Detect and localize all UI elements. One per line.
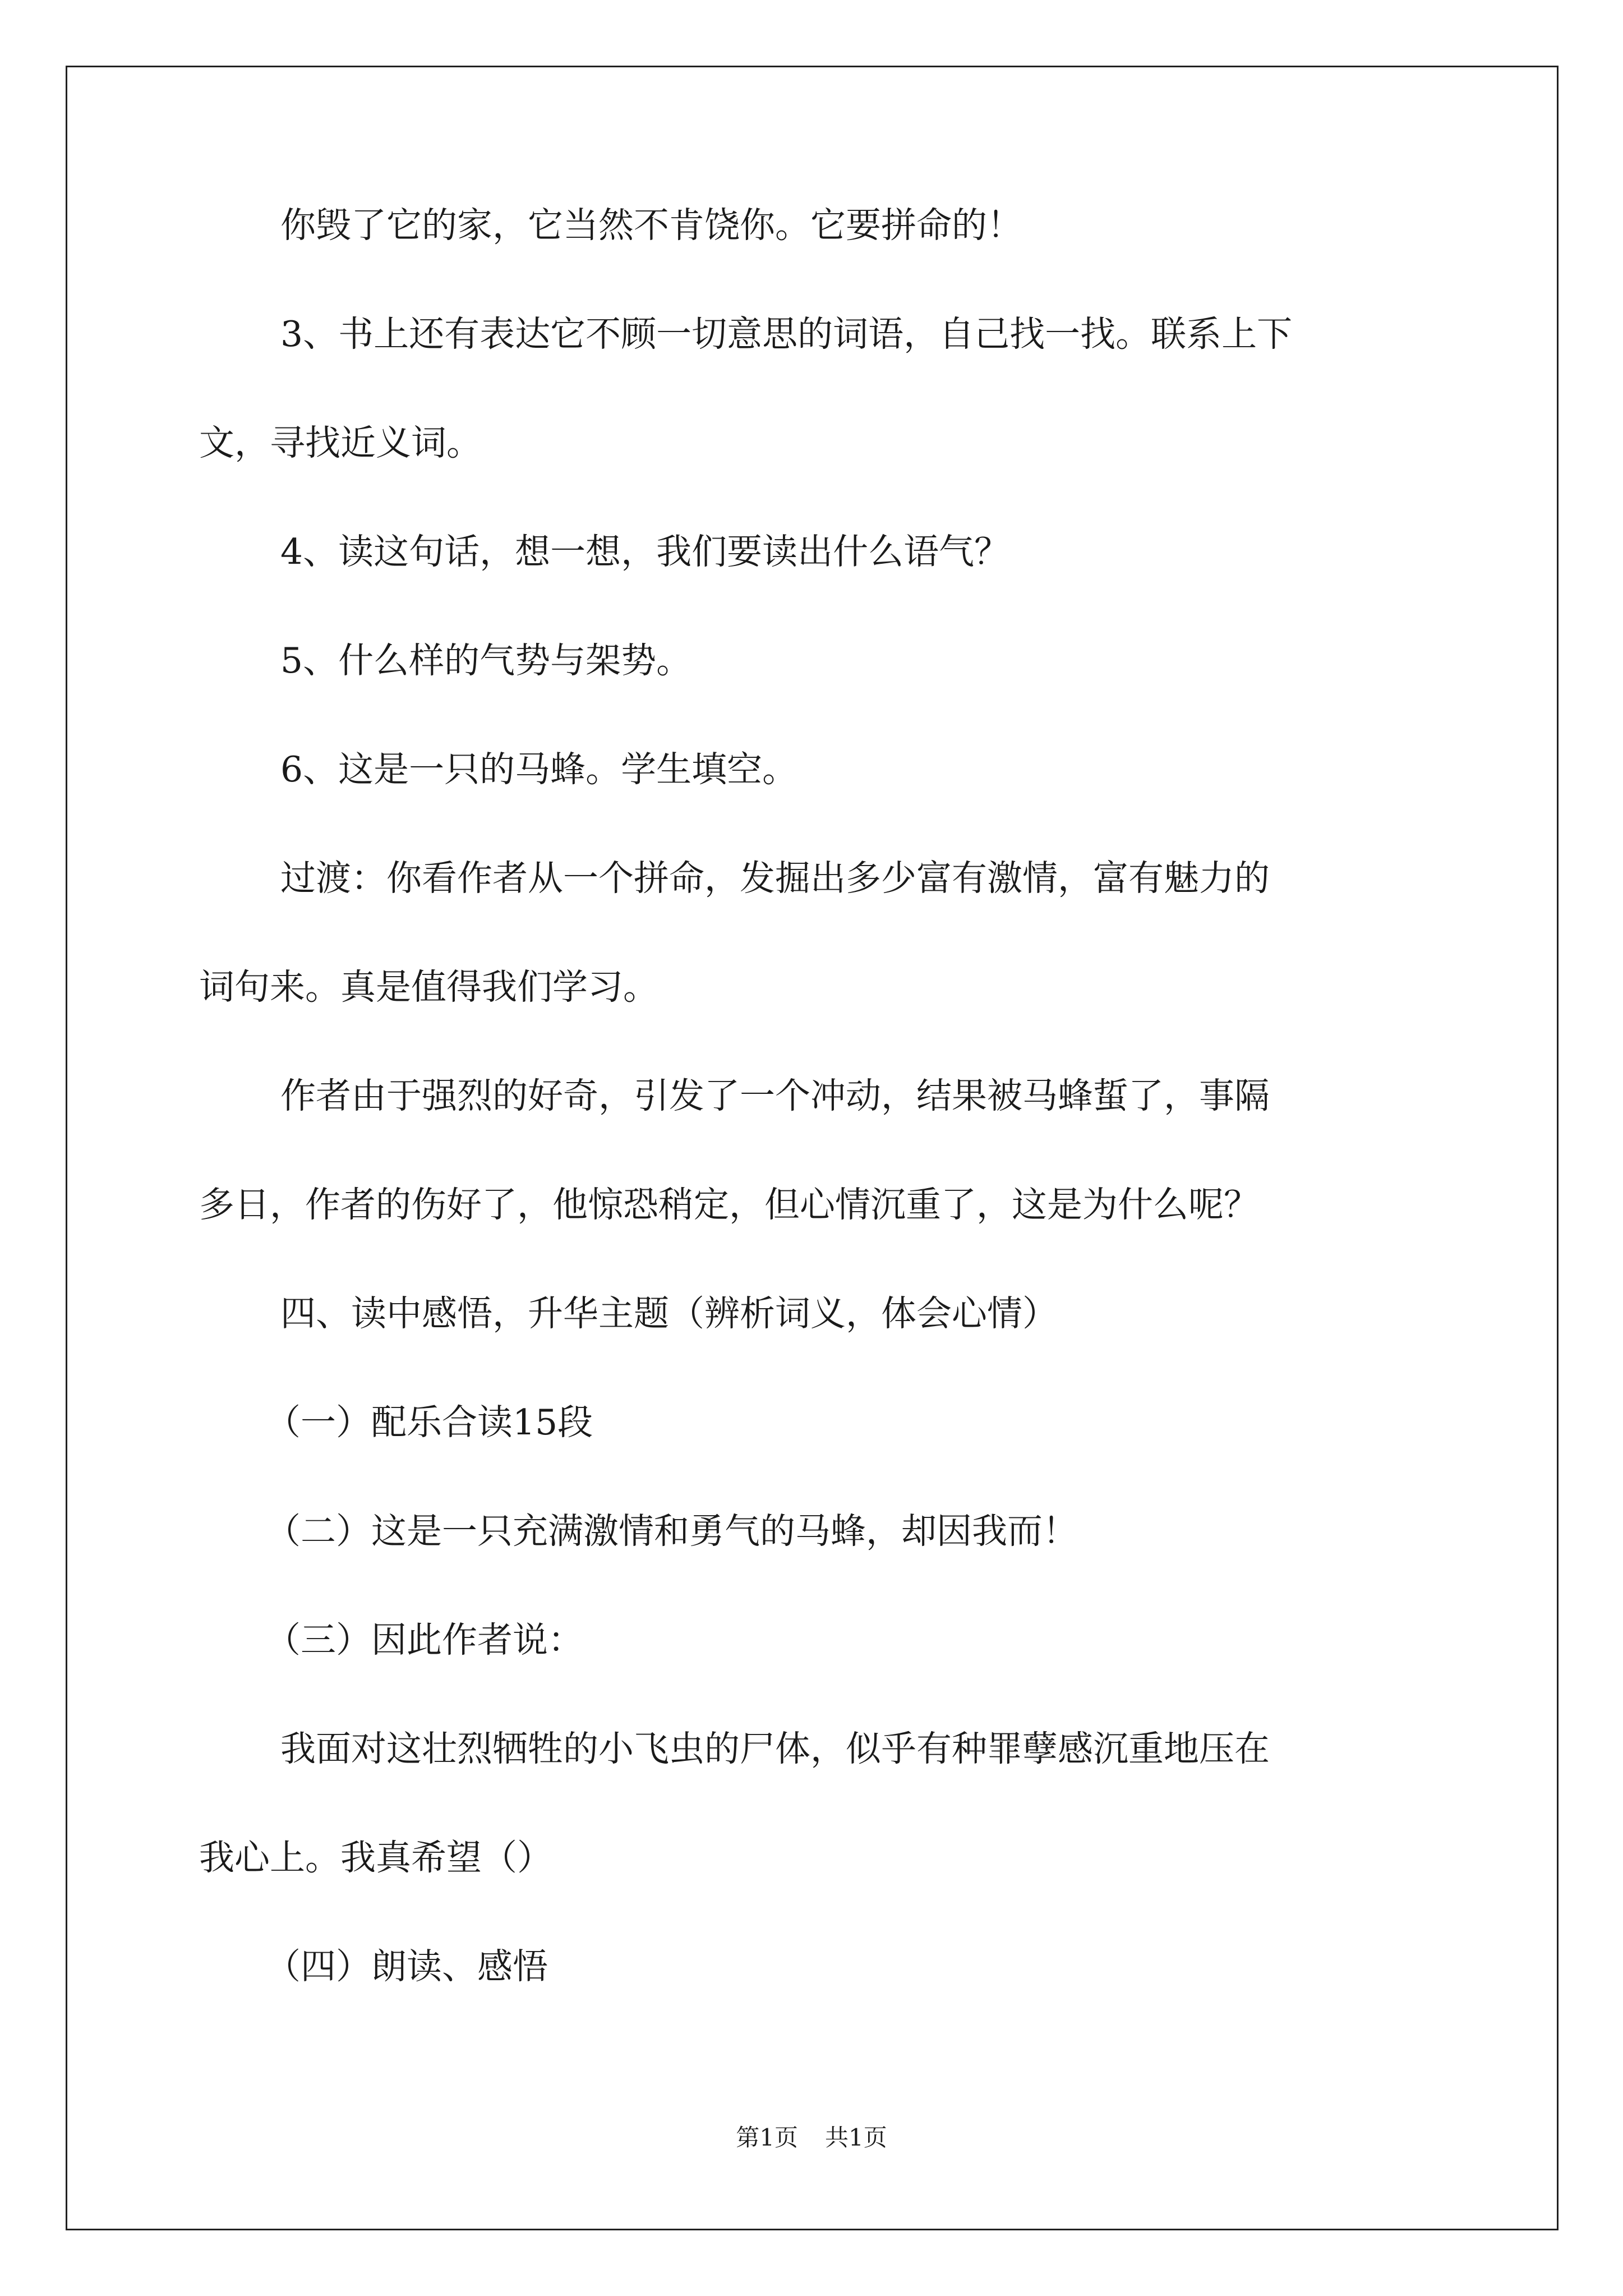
paragraph <box>199 640 692 681</box>
text-line: 3、书上还有表达它不顾一切意思的词语，自己找一找。联系上下 <box>280 314 1293 355</box>
text-line: 文，寻找近义词。 <box>199 422 482 463</box>
text-line: 作者由于强烈的好奇，引发了一个冲动，结果被马蜂蜇了，事隔 <box>280 1075 1270 1116</box>
text-line: 我面对这壮烈牺牲的小飞虫的尸体，似乎有种罪孽感沉重地压在 <box>280 1728 1270 1769</box>
paragraph <box>199 1619 583 1660</box>
paragraph <box>199 205 1022 246</box>
paragraph <box>199 1293 1058 1334</box>
text-line: 四、读中感悟，升华主题（辨析词义，体会心情） <box>280 1293 1058 1334</box>
paragraph <box>199 1511 1078 1552</box>
text-line: 6、这是一只的马蜂。学生填空。 <box>280 749 798 790</box>
paragraph <box>199 316 1292 461</box>
current-page-number: 第1页 <box>736 2124 798 2151</box>
text-line: 我心上。我真希望（） <box>199 1837 552 1878</box>
text-line: 过渡：你看作者从一个拼命，发掘出多少富有激情，富有魅力的 <box>280 858 1270 899</box>
total-page-count: 共1页 <box>825 2124 887 2151</box>
page-footer <box>0 2126 1623 2150</box>
text-line: 你毁了它的家，它当然不肯饶你。它要拼命的！ <box>280 205 1022 246</box>
text-line: 多日，作者的伤好了，他惊恐稍定，但心情沉重了，这是为什么呢？ <box>199 1184 1259 1225</box>
paragraph <box>199 1402 593 1443</box>
text-line: （一）配乐合读15段 <box>265 1402 593 1443</box>
paragraph <box>199 858 1270 1007</box>
text-line: （二）这是一只充满激情和勇气的马蜂，却因我而！ <box>265 1511 1078 1552</box>
paragraph <box>199 1728 1270 1878</box>
paragraph <box>199 749 798 790</box>
paragraph <box>199 1075 1270 1225</box>
text-line: （四）朗读、感悟 <box>265 1946 548 1987</box>
text-line: （三）因此作者说： <box>265 1619 583 1660</box>
text-line: 5、什么样的气势与架势。 <box>280 640 692 681</box>
text-line: 词句来。真是值得我们学习。 <box>199 967 658 1007</box>
paragraph <box>199 531 1010 572</box>
text-line: 4、读这句话，想一想，我们要读出什么语气？ <box>280 531 1010 572</box>
paragraph <box>199 1946 548 1987</box>
